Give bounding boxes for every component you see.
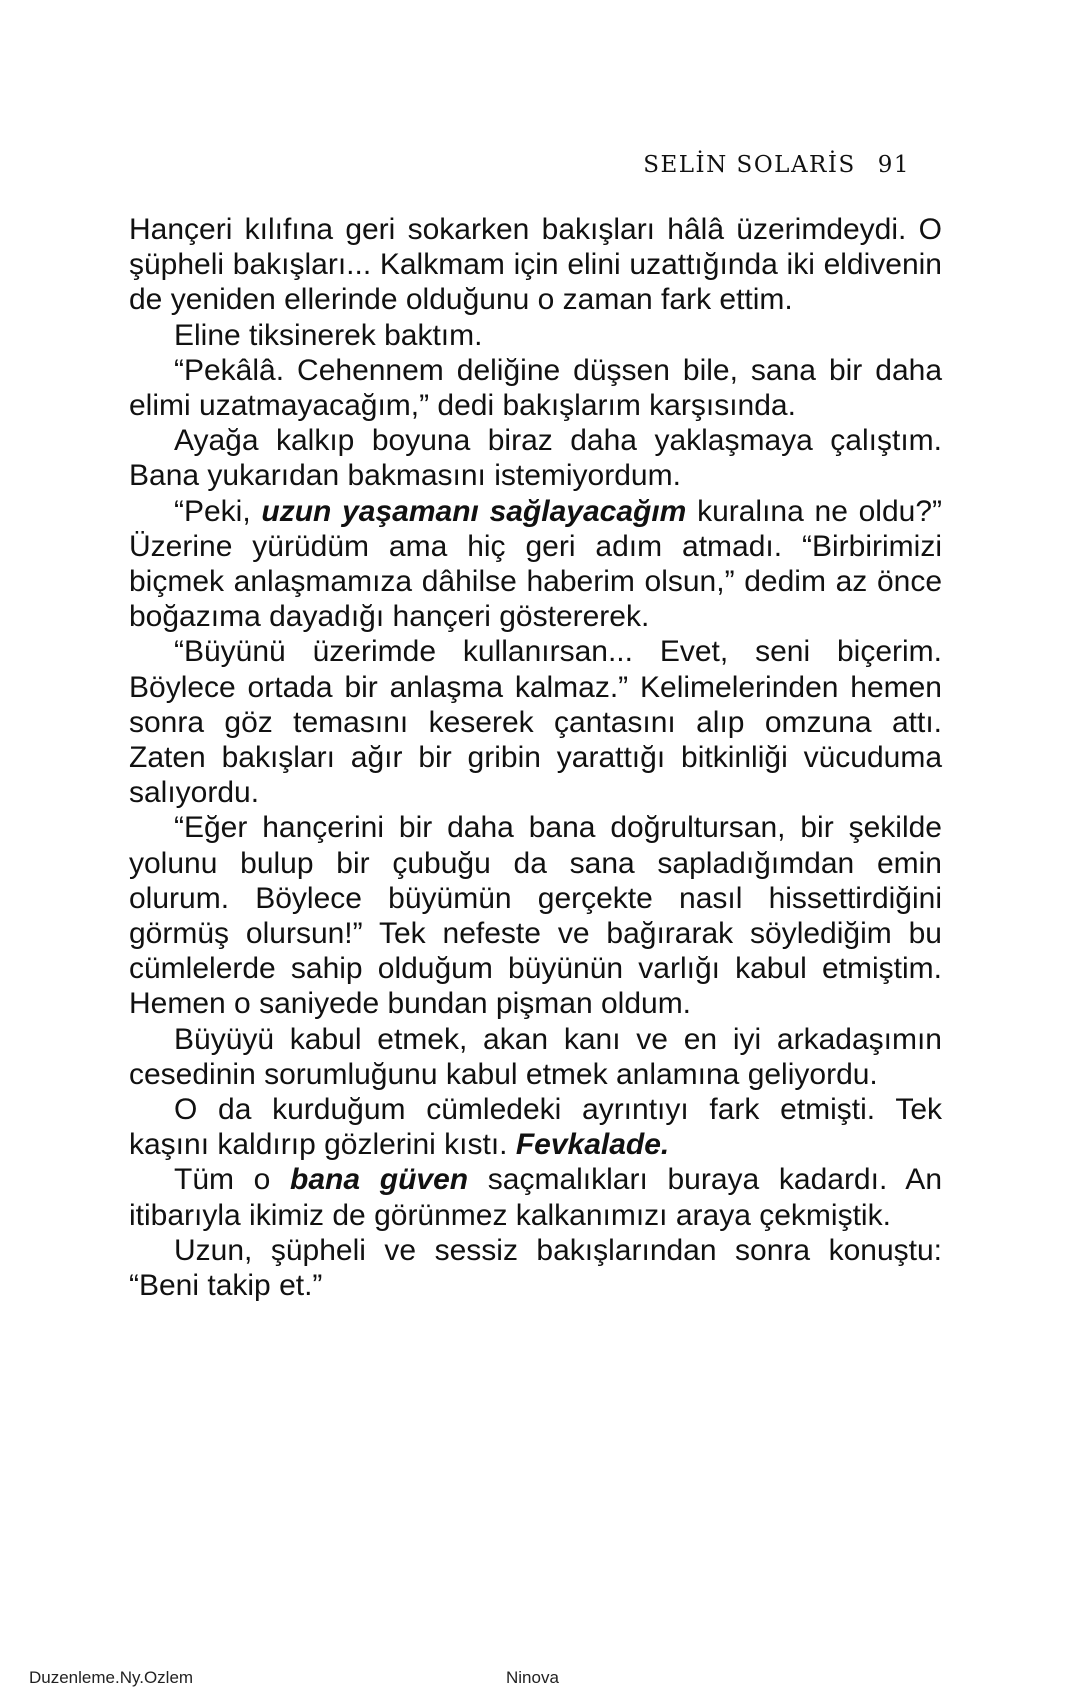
paragraph: [129, 494, 942, 635]
emphasis-text: uzun yaşamanı sağlayacağım: [261, 494, 687, 528]
running-title: SELİN SOLARİS: [643, 152, 856, 178]
text-run: “Eğer hançerini bir daha bana doğrultursan, bir şekilde yolunu bulup bir çubuğu da sana sapladığımdan emin olurum. Böylece büyümün gerçekte nasıl hissettirdiğini görmüş olursun!” Tek nefeste ve bağırarak söylediğim bu cümlelerde sahip olduğum büyünün varlığı kabul etmiştim. Hemen o saniyede bundan pişman oldum.: [129, 811, 942, 1021]
paragraph: [129, 1162, 942, 1232]
text-run: saçmalıkları buraya kadardı. An itibarıyla ikimiz de görünmez kalkanımızı araya çekmiştik.: [129, 1163, 942, 1232]
text-run: Hançeri kılıfına geri sokarken bakışları hâlâ üzerimdeydi. O şüpheli bakışları... Kalkmam için elini uzattığında iki eldivenin de yeniden ellerinde olduğunu o zaman fark ettim.: [129, 213, 942, 317]
text-run: Ayağa kalkıp boyuna biraz daha yaklaşmaya çalıştım. Bana yukarıdan bakmasını istemiyordum.: [129, 424, 942, 493]
body-text: [129, 212, 942, 1303]
text-run: “Büyünü üzerimde kullanırsan... Evet, seni biçerim. Böylece ortada bir anlaşma kalmaz.” Kelimelerinden hemen sonra göz temasını keserek çantasını alıp omzuna attı. Zaten bakışları ağır bir gribin yarattığı bitkinliği vücuduma salıyordu.: [129, 635, 942, 810]
paragraph: [129, 1092, 942, 1162]
text-run: kuralına ne oldu?” Üzerine yürüdüm ama hiç geri adım atmadı. “Birbirimizi biçmek anlaşmamıza dâhilse haberim olsun,” dedim az önce boğazıma dayadığı hançeri göstererek.: [129, 494, 942, 634]
paragraph: [129, 353, 942, 423]
text-run: Tüm o: [174, 1163, 291, 1197]
page-number: 91: [877, 152, 910, 178]
footer-publisher: Ninova: [506, 1668, 559, 1687]
paragraph: [129, 810, 942, 1021]
paragraph: [129, 212, 942, 318]
text-run: “Pekâlâ. Cehennem deliğine düşsen bile, sana bir daha elimi uzatmayacağım,” dedi bakışlarım karşısında.: [129, 353, 942, 423]
paragraph: [129, 1233, 942, 1303]
paragraph: [129, 423, 942, 493]
text-run: Eline tiksinerek baktım.: [174, 318, 483, 352]
text-run: Uzun, şüpheli ve sessiz bakışlarından sonra konuştu: “Beni takip et.”: [129, 1233, 942, 1303]
paragraph: [129, 1022, 942, 1092]
text-run: O da kurduğum cümledeki ayrıntıyı fark etmişti. Tek kaşını kaldırıp gözlerini kıstı.: [129, 1093, 942, 1162]
paragraph: [129, 634, 942, 810]
emphasis-text: Fevkalade.: [515, 1128, 670, 1162]
footer-credit: Duzenleme.Ny.Ozlem: [29, 1668, 194, 1687]
text-run: “Peki,: [174, 494, 262, 528]
paragraph: [129, 318, 942, 353]
text-run: Büyüyü kabul etmek, akan kanı ve en iyi arkadaşımın cesedinin sorumluğunu kabul etmek anlamına geliyordu.: [129, 1022, 942, 1091]
page-header: [0, 152, 910, 178]
emphasis-text: bana güven: [290, 1163, 469, 1197]
